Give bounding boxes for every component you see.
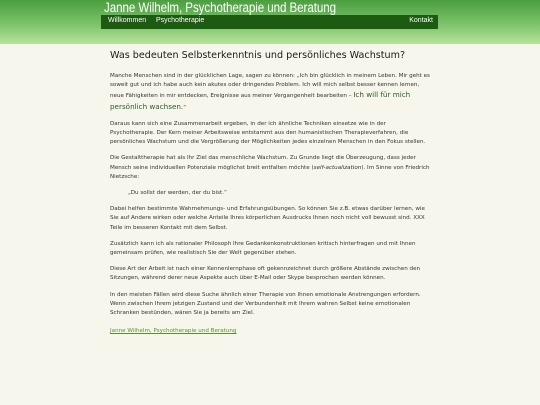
nav-item-psychotherapie[interactable]: Psychotherapie: [156, 17, 205, 24]
nav-item-willkommen[interactable]: Willkommen: [108, 17, 147, 24]
footer-home-link[interactable]: Janne Wilhelm, Psychotherapie und Beratung: [110, 328, 237, 335]
paragraph-intro: [110, 72, 432, 113]
paragraph-gestalt: [110, 154, 432, 182]
main-content: [110, 50, 432, 336]
site-header: [0, 0, 540, 44]
paragraph-sessions: Diese Art der Arbeit ist nach einer Kennenlernphase oft gekennzeichnet durch größere Abstände zwischen den Sitzungen, während derer neue Aspekte auch über E-Mail oder Skype besprochen werden können.: [110, 266, 421, 282]
paragraph-exercises: Dabei helfen bestimmte Wahrnehmungs- und Erfahrungsübungen. So können Sie z.B. etwas darüber lernen, wie Sie auf Andere wirken oder welche Anteile Ihres körperlichen Ausdrucks Ihnen noch nicht voll bewusst sind. XXX Teile im besseren Kontakt mit dem Selbst.: [110, 206, 425, 231]
intro-text: Manche Menschen sind in der glücklichen Lage, sagen zu können: „Ich bin glücklich in meinem Leben. Mir geht es soweit gut und ich habe auch kein akutes oder dringendes Problem. Ich will mich selbst besser kennen lernen, neue Fähigkeiten in mir entdecken, Ereignisse aus meiner Vergangenheit bearbeiten –: [110, 73, 430, 100]
paragraph-method: Daraus kann sich eine Zusammenarbeit ergeben, in der ich ähnliche Techniken einsetze wie in der Psychotherapie. Der Kern meiner Arbeitsweise entstammt aus den humanistischen Therapieverfahren, die persönliches Wachstum und die Vergrößerung der Möglichkeiten jedes einzelnen Menschen in den Fokus stellen.: [110, 120, 426, 146]
main-navigation: [101, 15, 438, 29]
paragraph-philosophy: Zusätzlich kann ich als rationaler Philosoph Ihre Gedankenkonstruktionen kritisch hinterfragen und mit Ihnen gemeinsam prüfen, wie realistisch Sie der Welt gegenüber stehen.: [110, 240, 416, 257]
paragraph-conclusion: In den meisten Fällen wird diese Suche ähnlich einer Therapie von Ihnen emotionale Anstrengungen erfordern. Wenn zwischen Ihrem jetzigen Zustand und der Verbundenheit mit Ihrem wahren Selbst keine emotionalen Schranken bestünden, wären Sie ja bereits am Ziel.: [110, 291, 421, 317]
site-title[interactable]: Janne Wilhelm, Psychotherapie und Beratung: [104, 0, 336, 15]
gestalt-text-a: Die Gestalttherapie hat als Ihr Ziel das menschliche Wachstum. Zu Grunde liegt die Überzeugung, dass jeder Mensch seine individuellen Potenziale möglichst breit entfalten möchte (: [110, 155, 416, 171]
intro-quote-end: “: [183, 104, 187, 111]
nietzsche-quote: „Du sollst der werden, der du bist.“: [128, 190, 227, 197]
gestalt-text-b: ). Im Sinne von Friedrich Nietzsche:: [110, 164, 430, 180]
page-title: Was bedeuten Selbsterkenntnis und persönliches Wachstum?: [110, 50, 406, 61]
highlight-quote: Ich will für mich persönlich wachsen.: [110, 90, 411, 111]
nav-item-kontakt[interactable]: Kontakt: [409, 17, 433, 24]
gestalt-emphasis: self-actualization: [313, 164, 362, 171]
